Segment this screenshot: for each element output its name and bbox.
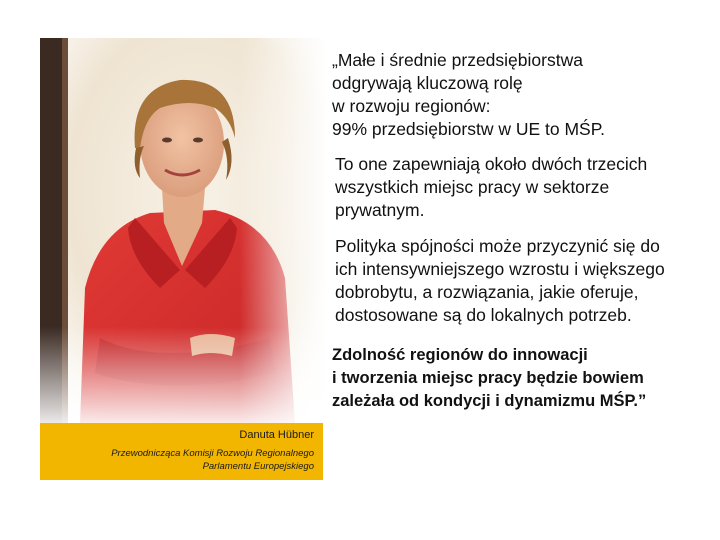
quote-line: zależała od kondycji i dynamizmu MŚP.”	[332, 392, 647, 410]
quote-paragraph-1	[332, 49, 707, 141]
quote-paragraph-2	[332, 153, 707, 222]
quote-line: dobrobytu, a rozwiązania, jakie oferuje,	[335, 282, 639, 302]
portrait-caption	[40, 423, 323, 480]
quote-line: ich intensywniejszego wzrostu i większego	[335, 259, 665, 279]
person-role	[40, 448, 314, 473]
portrait-photo	[40, 38, 325, 423]
quote-line: prywatnym.	[335, 200, 425, 220]
quote-line: dostosowane są do lokalnych potrzeb.	[335, 305, 632, 325]
quote-line: 99% przedsiębiorstw w UE to MŚP.	[332, 119, 605, 139]
person-name: Danuta Hübner	[239, 429, 314, 441]
quote-line: Zdolność regionów do innowacji	[332, 346, 588, 364]
portrait-image	[40, 38, 325, 423]
quote-line: odgrywają kluczową rolę	[332, 73, 523, 93]
quote-line: To one zapewniają około dwóch trzecich	[335, 154, 648, 174]
person-role-line: Przewodnicząca Komisji Rozwoju Regionalnego	[111, 448, 314, 459]
quote-line: wszystkich miejsc pracy w sektorze	[335, 177, 610, 197]
person-role-line: Parlamentu Europejskiego	[202, 460, 314, 472]
quote-paragraph-3	[332, 235, 707, 327]
quote-paragraph-4	[332, 344, 707, 413]
quote-block	[332, 49, 707, 413]
quote-line: Polityka spójności może przyczynić się do	[335, 236, 660, 256]
quote-line: w rozwoju regionów:	[332, 96, 491, 116]
quote-line: „Małe i średnie przedsiębiorstwa	[332, 50, 583, 70]
quote-line: i tworzenia miejsc pracy będzie bowiem	[332, 369, 644, 387]
